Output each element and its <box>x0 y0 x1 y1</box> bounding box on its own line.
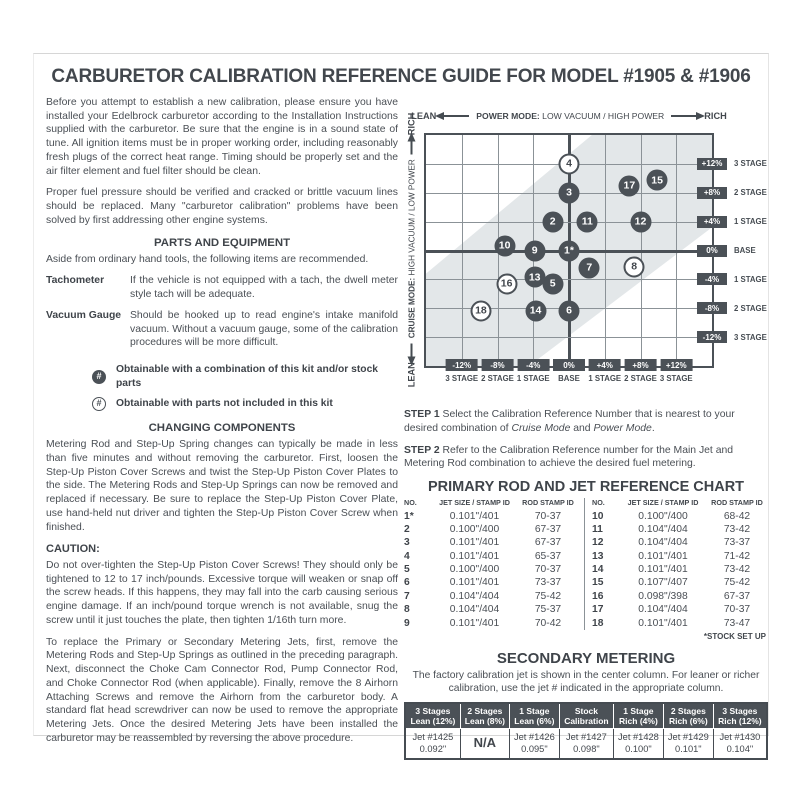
primary-cell-no: 5 <box>404 564 410 576</box>
tick-pct-box: 0% <box>697 245 727 257</box>
secondary-jet-number: Jet #1426 <box>513 732 555 743</box>
x-axis-tick <box>588 359 621 383</box>
x-axis-tick <box>660 359 693 383</box>
calibration-point-5: 5 <box>542 273 563 294</box>
grid-line <box>426 337 712 338</box>
equipment-name: Vacuum Gauge <box>46 309 122 321</box>
power-mode-italic: Power Mode <box>593 422 652 434</box>
secondary-header-row <box>405 703 767 729</box>
secondary-value-cell <box>713 728 767 759</box>
left-column <box>46 96 398 753</box>
secondary-header-line2: Calibration <box>564 715 609 726</box>
primary-table-row <box>592 616 766 629</box>
open-hash-icon: # <box>92 397 106 411</box>
lean-label: LEAN <box>406 362 417 388</box>
secondary-value-cell <box>405 728 460 759</box>
primary-cell-no: 2 <box>404 523 410 535</box>
x-axis-tick <box>481 359 514 383</box>
primary-cell-rod: 73-37 <box>723 537 751 549</box>
primary-table-row <box>404 590 577 603</box>
secondary-jet-size: 0.100" <box>625 744 652 755</box>
parts-equipment-heading: PARTS AND EQUIPMENT <box>153 236 291 249</box>
replace-jets-paragraph: To replace the Primary or Secondary Metering Jets, first, remove the Metering Rods and Step-Up Springs as outlined in the preceding paragraph. Next, disconnect the Choke Cam Connector Rod, Pump Connector Rod, and Choke Connector Rod (when applicable). Finally, remove the 8 Airhorn Attaching Screws and remove the Airhorn from the carburetor body. A standard flat head screwdriver can now be used to remove the appropriate Metering Jets. Once the desired Metering Jets have been installed the carburetor may be reassembled by reversing the above procedure. <box>46 636 398 744</box>
primary-cell-no: 13 <box>592 550 604 562</box>
cruise-mode-axis-label <box>406 112 418 388</box>
secondary-value-cell: N/A <box>460 728 509 759</box>
primary-cell-no: 15 <box>592 577 604 589</box>
primary-cell-jet: 0.107"/407 <box>638 577 688 589</box>
primary-cell-jet: 0.104"/404 <box>638 523 688 535</box>
secondary-header-cell <box>713 703 767 729</box>
stock-setup-note: *STOCK SET UP <box>703 631 766 641</box>
primary-cell-jet: 0.101"/401 <box>449 617 500 629</box>
primary-table-row <box>592 523 766 536</box>
primary-cell-rod: 68-42 <box>723 510 751 522</box>
primary-cell-jet: 0.104"/404 <box>638 537 688 549</box>
primary-table-left-body <box>404 509 577 630</box>
secondary-value-cell <box>509 728 559 759</box>
cruise-mode-desc: HIGH VACUUM / LOW POWER <box>407 159 416 278</box>
primary-cell-jet: 0.101"/401 <box>638 617 688 629</box>
rich-label: RICH <box>704 111 727 121</box>
power-mode-desc: LOW VACUUM / HIGH POWER <box>539 111 665 121</box>
primary-cell-no: 10 <box>592 510 604 522</box>
primary-cell-jet: 0.101"/401 <box>449 550 500 562</box>
tick-pct-box: -12% <box>446 359 478 371</box>
legend-item-non-kit-parts <box>92 397 398 411</box>
primary-cell-rod: 67-37 <box>723 590 751 602</box>
secondary-header-cell <box>613 703 663 729</box>
primary-table-row <box>404 603 577 616</box>
y-axis-tick <box>697 245 756 257</box>
primary-cell-no: 1* <box>404 510 414 522</box>
tick-pct-box: -8% <box>697 302 727 314</box>
tick-stage-label: 2 STAGE <box>734 303 767 313</box>
equipment-name: Tachometer <box>46 275 105 287</box>
secondary-header-line2: Lean (8%) <box>464 715 505 726</box>
primary-table-left-half <box>404 498 585 630</box>
col-header-no: NO. <box>404 498 417 508</box>
primary-cell-rod: 70-37 <box>534 564 562 576</box>
tick-stage-label: 3 STAGE <box>659 374 693 383</box>
tick-pct-box: -12% <box>697 331 727 343</box>
secondary-header-line2: Rich (6%) <box>668 715 708 726</box>
primary-cell-no: 8 <box>404 604 410 616</box>
calibration-point-7: 7 <box>579 257 600 278</box>
calibration-point-2: 2 <box>542 211 563 232</box>
secondary-jet-size: 0.104" <box>726 744 754 755</box>
col-header-no: NO. <box>592 498 605 508</box>
secondary-metering-heading: SECONDARY METERING <box>496 649 676 667</box>
power-mode-text <box>476 111 664 121</box>
secondary-header-line2: Lean (6%) <box>514 715 555 726</box>
calibration-point-11: 11 <box>577 211 598 232</box>
calibration-point-1: 1* <box>559 240 580 261</box>
legend-item-kit-parts <box>92 363 398 390</box>
calibration-point-13: 13 <box>524 267 545 288</box>
col-header-jet: JET SIZE / STAMP ID <box>439 498 510 508</box>
secondary-header-cell <box>460 703 509 729</box>
y-axis-tick <box>697 216 767 228</box>
col-header-rod: ROD STAMP ID <box>711 498 763 508</box>
page-title: CARBURETOR CALIBRATION REFERENCE GUIDE FOR MODEL #1905 & #1906 <box>51 66 751 87</box>
primary-cell-no: 11 <box>592 523 603 535</box>
tick-stage-label: 2 STAGE <box>734 188 767 198</box>
lean-label: LEAN <box>411 111 437 121</box>
cruise-mode-text <box>407 159 416 338</box>
legend-text: Obtainable with parts not included in this kit <box>116 398 333 410</box>
primary-cell-rod: 71-42 <box>723 550 751 562</box>
secondary-header-line1: 3 Stages <box>722 705 758 716</box>
primary-table <box>404 498 766 630</box>
primary-table-right-body <box>592 509 766 630</box>
primary-table-row <box>404 509 577 522</box>
secondary-header-cell <box>509 703 559 729</box>
filled-hash-icon: # <box>92 370 106 384</box>
primary-cell-jet: 0.101"/401 <box>638 550 688 562</box>
primary-table-row <box>404 549 577 562</box>
power-mode-label: POWER MODE: <box>476 111 540 121</box>
primary-cell-no: 9 <box>404 617 410 629</box>
secondary-jet-number: Jet #1427 <box>565 732 607 743</box>
primary-table-row <box>404 576 577 589</box>
right-arrow-icon <box>411 140 413 154</box>
legend-text: Obtainable with a combination of this kit and/or stock parts <box>116 364 379 389</box>
calibration-point-16: 16 <box>496 273 517 294</box>
primary-table-header-row <box>592 498 766 509</box>
col-header-jet: JET SIZE / STAMP ID <box>627 498 699 508</box>
primary-cell-no: 4 <box>404 550 410 562</box>
tick-stage-label: 2 STAGE <box>624 374 657 383</box>
calibration-point-9: 9 <box>524 240 545 261</box>
secondary-header-line1: 2 Stages <box>467 705 503 716</box>
secondary-jet-number: Jet #1429 <box>667 732 709 743</box>
cruise-mode-italic: Cruise Mode <box>511 422 571 434</box>
y-axis-tick <box>697 273 767 285</box>
primary-cell-jet: 0.104"/404 <box>449 590 500 602</box>
parts-equipment-intro: Aside from ordinary hand tools, the following items are recommended. <box>46 253 369 265</box>
primary-table-row <box>404 536 577 549</box>
caution-paragraph: Do not over-tighten the Step-Up Piston Cover Screws! They should only be tightened to 12 to 17 inch/pounds. Excessive torque will weaken or snap off the screw heads. If this happens, they may fall into the carb causing serious engine damage. If an inch/pound torque wrench is not available, snug the screw until it just touches the plate, then tighten 1/16th turn more. <box>46 559 398 626</box>
x-axis-tick <box>445 359 478 383</box>
tick-pct-box: 0% <box>553 359 585 371</box>
secondary-header-cell <box>663 703 713 729</box>
calibration-grid <box>424 133 767 383</box>
primary-table-row <box>592 576 766 589</box>
secondary-header-line2: Rich (12%) <box>718 715 762 726</box>
primary-table-row <box>404 563 577 576</box>
calibration-point-12: 12 <box>630 211 651 232</box>
tick-stage-label: 1 STAGE <box>734 217 767 227</box>
primary-cell-no: 18 <box>592 617 604 629</box>
secondary-header-cell <box>559 703 613 729</box>
tick-pct-box: +12% <box>660 359 692 371</box>
calibration-point-6: 6 <box>559 300 580 321</box>
calibration-point-18: 18 <box>470 300 491 321</box>
left-arrow-icon <box>411 343 413 357</box>
primary-cell-jet: 0.098"/398 <box>638 590 688 602</box>
primary-table-row <box>592 590 766 603</box>
primary-table-row <box>404 616 577 629</box>
primary-table-right-half <box>585 498 766 630</box>
secondary-value-row <box>405 728 767 759</box>
rich-label: RICH <box>406 112 417 136</box>
primary-table-row <box>592 509 766 522</box>
secondary-header-line2: Lean (12%) <box>410 715 456 726</box>
primary-cell-no: 7 <box>404 590 410 602</box>
grid-line <box>426 222 712 223</box>
primary-cell-jet: 0.101"/401 <box>449 537 500 549</box>
secondary-jet-size: 0.092" <box>419 744 447 755</box>
tick-pct-box: +12% <box>697 158 727 170</box>
grid-line <box>426 279 712 280</box>
primary-cell-jet: 0.100"/400 <box>638 510 688 522</box>
primary-cell-no: 6 <box>404 577 410 589</box>
primary-cell-jet: 0.104"/404 <box>638 604 688 616</box>
secondary-jet-number: Jet #1428 <box>618 732 659 743</box>
primary-cell-rod: 65-37 <box>534 550 562 562</box>
primary-cell-jet: 0.101"/401 <box>449 577 500 589</box>
equipment-item <box>46 309 398 350</box>
secondary-metering-intro: The factory calibration jet is shown in the center column. For leaner or richer calibration, use the jet # indicated in the appropriate column. <box>412 669 760 695</box>
tick-pct-box: -4% <box>697 273 727 285</box>
equipment-desc: Should be hooked up to read engine's intake manifold vacuum. Without a vacuum gauge, some of the calibration procedures will be more difficult. <box>130 309 398 349</box>
kit-legend <box>92 363 398 411</box>
primary-cell-no: 16 <box>592 590 604 602</box>
calibration-point-10: 10 <box>494 235 515 256</box>
secondary-header-line1: Stock <box>574 705 598 716</box>
calibration-point-14: 14 <box>525 300 546 321</box>
primary-cell-rod: 73-42 <box>723 523 751 535</box>
primary-table-row <box>592 549 766 562</box>
secondary-header-line1: 2 Stages <box>670 705 706 716</box>
primary-cell-rod: 70-37 <box>534 510 562 522</box>
primary-table-row <box>592 603 766 616</box>
tick-pct-box: +4% <box>697 216 727 228</box>
tick-stage-label: 1 STAGE <box>734 274 767 284</box>
power-mode-axis-label <box>411 111 727 121</box>
primary-cell-no: 12 <box>592 537 604 549</box>
y-axis-tick <box>697 158 767 170</box>
secondary-header-cell <box>405 703 460 729</box>
primary-cell-no: 17 <box>592 604 604 616</box>
secondary-header-line1: 3 Stages <box>415 705 451 716</box>
steps <box>404 408 762 471</box>
intro-paragraph-1: Before you attempt to establish a new calibration, please ensure you have installed your Edelbrock carburetor according to the Installation Instructions supplied with the carburetor. Be sure that the engine is in a sound state of tune. All ignition items must be in proper working order, including reasonably fresh plugs of the correct heat range. Timing should be properly set and the air filter element and fuel filter should be clean. <box>46 97 398 177</box>
y-axis-tick <box>697 302 767 314</box>
primary-cell-rod: 67-37 <box>534 523 562 535</box>
tick-stage-label: 3 STAGE <box>445 374 479 383</box>
tick-stage-label: 3 STAGE <box>734 159 767 169</box>
changing-components-heading: CHANGING COMPONENTS <box>148 422 296 435</box>
secondary-header-line1: 1 Stage <box>519 705 550 716</box>
right-column <box>404 111 768 760</box>
calibration-point-17: 17 <box>619 175 640 196</box>
left-arrow-icon <box>443 115 469 117</box>
tick-stage-label: BASE <box>558 374 580 383</box>
primary-cell-rod: 75-37 <box>534 604 562 616</box>
secondary-jet-size: 0.095" <box>521 744 548 755</box>
secondary-jet-number: Jet #1430 <box>719 732 761 743</box>
calibration-point-4: 4 <box>559 153 580 174</box>
primary-cell-jet: 0.104"/404 <box>449 604 500 616</box>
tick-pct-box: +8% <box>697 187 727 199</box>
step-2-text: Refer to the Calibration Reference number for the Main Jet and Metering Rod combination to achieve the desired fuel metering. <box>404 444 734 470</box>
secondary-jet-size: 0.101" <box>675 744 702 755</box>
secondary-metering-table <box>404 702 768 760</box>
primary-cell-rod: 75-42 <box>534 590 562 602</box>
primary-cell-rod: 73-47 <box>723 617 751 629</box>
tick-stage-label: BASE <box>734 246 756 255</box>
step-1-text: Select the Calibration Reference Number that is nearest to your desired combination of <box>404 409 735 434</box>
primary-table-header-row <box>404 498 577 509</box>
tick-pct-box: +8% <box>624 359 656 371</box>
primary-cell-jet: 0.101"/401 <box>638 564 688 576</box>
tick-stage-label: 1 STAGE <box>588 374 622 383</box>
tick-pct-box: +4% <box>589 359 621 371</box>
x-axis-tick <box>624 359 657 383</box>
secondary-header-line1: 1 Stage <box>623 705 654 716</box>
calibration-point-8: 8 <box>624 256 645 277</box>
sheet <box>33 53 769 755</box>
secondary-header-line2: Rich (4%) <box>619 715 658 726</box>
primary-table-heading: PRIMARY ROD AND JET REFERENCE CHART <box>427 479 745 496</box>
primary-table-row <box>592 563 766 576</box>
primary-cell-rod: 73-42 <box>723 564 751 576</box>
tick-stage-label: 1 STAGE <box>516 374 550 383</box>
cruise-mode-label: CRUISE MODE: <box>407 277 416 339</box>
equipment-desc: If the vehicle is not equipped with a tach, the dwell meter style tach will be adequate. <box>130 275 398 301</box>
primary-cell-rod: 70-37 <box>723 604 751 616</box>
primary-cell-jet: 0.100"/400 <box>449 564 500 576</box>
secondary-value-cell <box>559 728 613 759</box>
col-header-rod: ROD STAMP ID <box>522 498 574 508</box>
step-2-label: STEP 2 <box>404 444 440 456</box>
step-1 <box>404 408 762 436</box>
step-1-text: and <box>570 422 594 434</box>
secondary-jet-size: 0.098" <box>573 744 600 755</box>
equipment-list <box>46 274 398 350</box>
primary-cell-jet: 0.101"/401 <box>449 510 500 522</box>
intro-paragraph-2: Proper fuel pressure should be verified and cracked or brittle vacuum lines should be replaced. Many "carburetor calibration" problems have been solved by first addressing other engine systems. <box>46 187 398 226</box>
primary-cell-rod: 70-42 <box>534 617 562 629</box>
right-arrow-icon <box>671 115 697 117</box>
tick-pct-box: -8% <box>481 359 513 371</box>
primary-cell-jet: 0.100"/400 <box>449 523 500 535</box>
primary-table-row <box>592 536 766 549</box>
tick-pct-box: -4% <box>517 359 549 371</box>
x-axis-tick <box>517 359 550 383</box>
calibration-point-15: 15 <box>647 170 668 191</box>
step-1-text: . <box>651 422 655 434</box>
tick-stage-label: 2 STAGE <box>481 374 514 383</box>
primary-cell-no: 14 <box>592 564 604 576</box>
secondary-value-cell <box>663 728 713 759</box>
calibration-point-3: 3 <box>559 182 580 203</box>
primary-cell-rod: 75-42 <box>723 577 751 589</box>
y-axis-tick <box>697 331 767 343</box>
equipment-item <box>46 274 398 301</box>
x-axis-tick <box>553 359 585 383</box>
primary-cell-no: 3 <box>404 537 410 549</box>
secondary-jet-number: Jet #1425 <box>412 732 454 743</box>
step-2 <box>404 444 762 472</box>
caution-heading: CAUTION: <box>46 543 100 556</box>
changing-components-paragraph: Metering Rod and Step-Up Spring changes can typically be made in less than five minutes and without removing the carburetor. First, loosen the Step-Up Piston Cover Screws and twist the Step-Up Piston Cover Plates to the side. The Metering Rods and Step-Up Springs can now be removed and replaced if necessary. Be sure to replace the Step-Up Piston Cover Plate, use hand-held nut driver and tighten the Step-Up Piston Cover Screw when finished. <box>46 439 398 533</box>
step-1-label: STEP 1 <box>404 409 440 420</box>
primary-cell-rod: 73-37 <box>534 577 562 589</box>
primary-table-row <box>404 523 577 536</box>
y-axis-tick <box>697 187 767 199</box>
primary-cell-rod: 67-37 <box>534 537 562 549</box>
tick-stage-label: 3 STAGE <box>734 332 767 342</box>
secondary-value-cell <box>613 728 663 759</box>
